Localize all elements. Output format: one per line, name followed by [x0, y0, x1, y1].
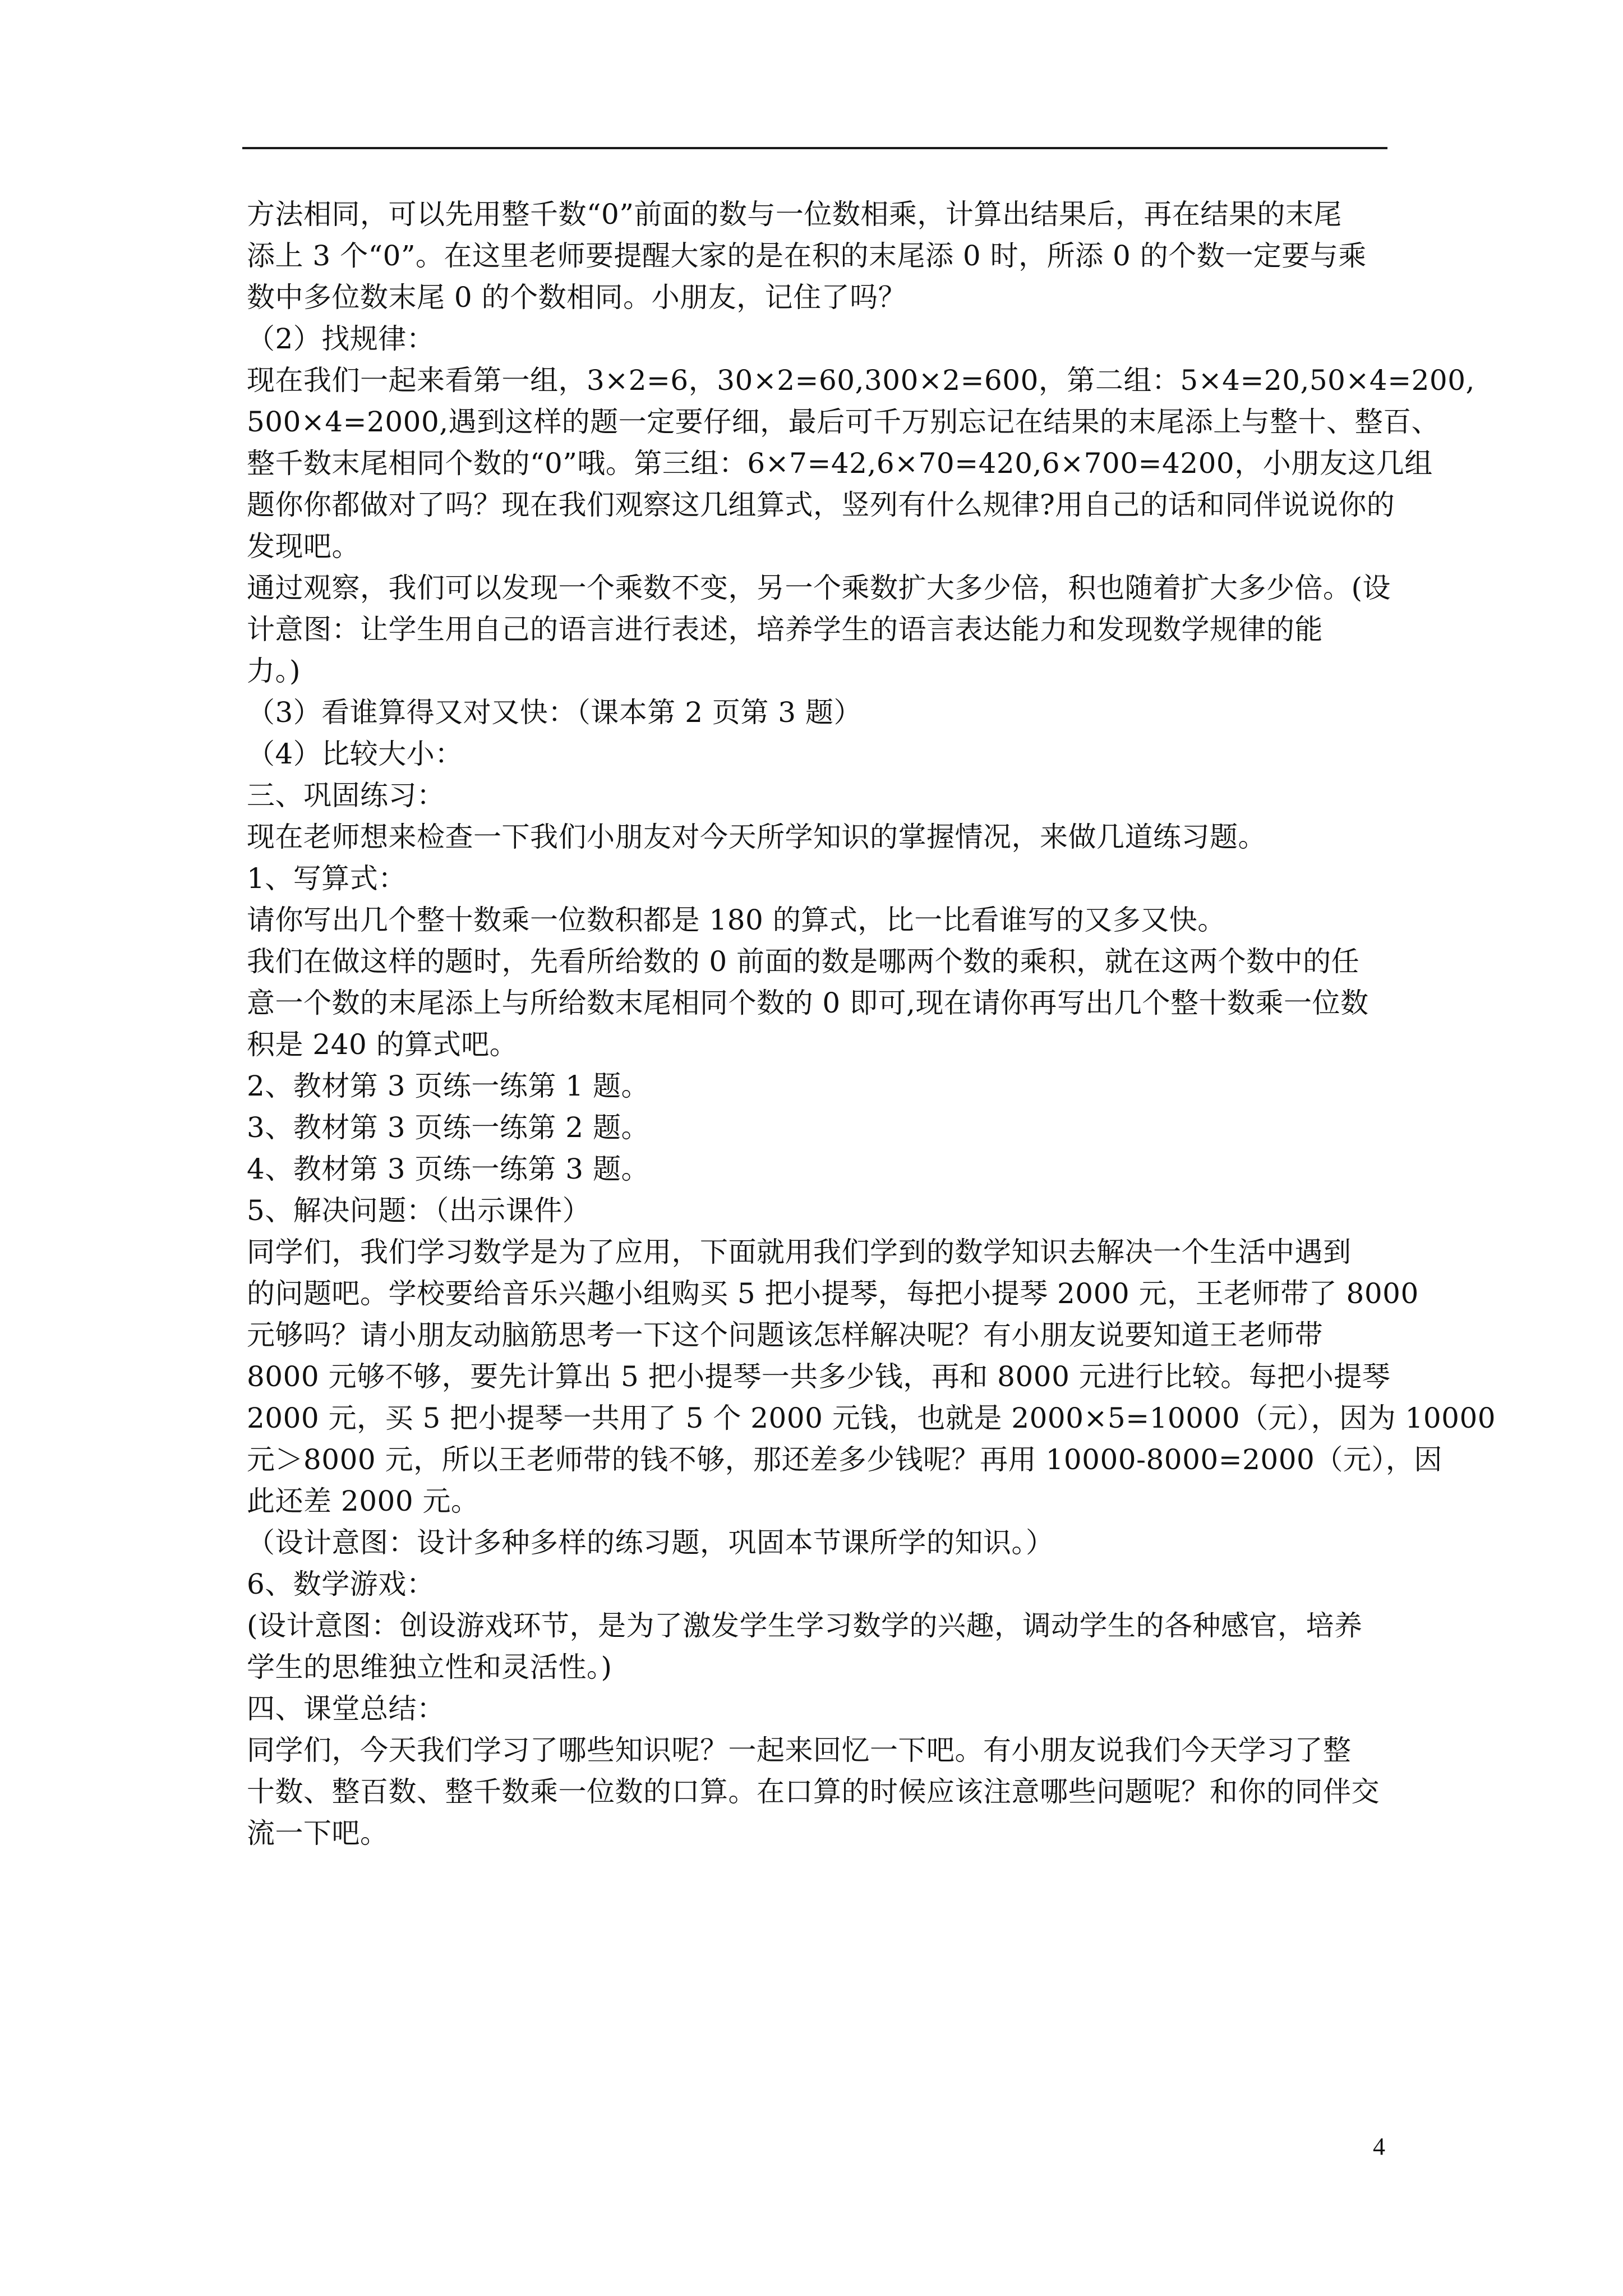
section-heading: （2）找规律： — [247, 323, 435, 355]
paragraph-line: 通过观察，我们可以发现一个乘数不变，另一个乘数扩大多少倍，积也随着扩大多少倍。(设 — [247, 572, 1391, 604]
paragraph-line: 积是 240 的算式吧。 — [247, 1028, 518, 1061]
header-rule — [242, 147, 1387, 149]
paragraph-line: 的问题吧。学校要给音乐兴趣小组购买 5 把小提琴，每把小提琴 2000 元，王老师带了 8000 — [247, 1277, 1419, 1310]
list-item: 4、教材第 3 页练一练第 3 题。 — [247, 1153, 650, 1185]
list-item: 3、教材第 3 页练一练第 2 题。 — [247, 1111, 650, 1144]
paragraph-line: 元＞8000 元，所以王老师带的钱不够，那还差多少钱呢？再用 10000-8000=2000（元），因 — [247, 1443, 1442, 1476]
paragraph-line: 流一下吧。 — [247, 1817, 389, 1849]
paragraph-line: 请你写出几个整十数乘一位数积都是 180 的算式，比一比看谁写的又多又快。 — [247, 904, 1226, 936]
paragraph-line: 500×4=2000,遇到这样的题一定要仔细，最后可千万别忘记在结果的末尾添上与整十、整百、 — [247, 406, 1440, 438]
paragraph-line: 十数、整百数、整千数乘一位数的口算。在口算的时候应该注意哪些问题呢？和你的同伴交 — [247, 1775, 1380, 1808]
page-number: 4 — [1373, 2133, 1385, 2160]
paragraph-line: 学生的思维独立性和灵活性。) — [247, 1651, 612, 1683]
section-heading: （4）比较大小： — [247, 738, 463, 770]
section-heading: 三、巩固练习： — [247, 779, 445, 812]
section-heading: 6、数学游戏： — [247, 1568, 435, 1600]
paragraph-line: 现在我们一起来看第一组，3×2=6，30×2=60,300×2=600，第二组：5×4=20,50×4=200, — [247, 364, 1475, 397]
paragraph-line: 意一个数的末尾添上与所给数末尾相同个数的 0 即可,现在请你再写出几个整十数乘一位数 — [247, 987, 1369, 1019]
paragraph-line: 此还差 2000 元。 — [247, 1485, 479, 1517]
paragraph-line: 整千数末尾相同个数的“0”哦。第三组：6×7=42,6×70=420,6×700=4200，小朋友这几组 — [247, 447, 1433, 480]
paragraph-line: 力。) — [247, 655, 301, 687]
paragraph-line: 题你你都做对了吗？现在我们观察这几组算式，竖列有什么规律?用自己的话和同伴说说你的 — [247, 489, 1395, 521]
paragraph-line: 数中多位数末尾 0 的个数相同。小朋友，记住了吗？ — [247, 281, 907, 314]
paragraph-line: 现在老师想来检查一下我们小朋友对今天所学知识的掌握情况，来做几道练习题。 — [247, 821, 1266, 853]
paragraph-line: 同学们，今天我们学习了哪些知识呢？一起来回忆一下吧。有小朋友说我们今天学习了整 — [247, 1734, 1352, 1766]
paragraph-line: 方法相同，可以先用整千数“0”前面的数与一位数相乘，计算出结果后，再在结果的末尾 — [247, 198, 1342, 231]
section-heading: 5、解决问题：（出示课件） — [247, 1194, 591, 1227]
section-heading: 四、课堂总结： — [247, 1692, 445, 1725]
document-body — [247, 194, 1496, 1854]
paragraph-line: 发现吧。 — [247, 530, 360, 563]
paragraph-line: 计意图：让学生用自己的语言进行表述，培养学生的语言表达能力和发现数学规律的能 — [247, 613, 1323, 646]
paragraph-line: 添上 3 个“0”。在这里老师要提醒大家的是在积的末尾添 0 时，所添 0 的个数一定要与乘 — [247, 240, 1367, 272]
paragraph-line: 我们在做这样的题时，先看所给数的 0 前面的数是哪两个数的乘积，就在这两个数中的任 — [247, 945, 1360, 978]
paragraph-line: 元够吗？请小朋友动脑筋思考一下这个问题该怎样解决呢？有小朋友说要知道王老师带 — [247, 1319, 1323, 1351]
paragraph-line: 同学们，我们学习数学是为了应用，下面就用我们学到的数学知识去解决一个生活中遇到 — [247, 1236, 1352, 1268]
paragraph-line: （设计意图：设计多种多样的练习题，巩固本节课所学的知识。） — [247, 1526, 1054, 1559]
section-heading: 1、写算式： — [247, 862, 407, 895]
paragraph-line: 8000 元够不够，要先计算出 5 把小提琴一共多少钱，再和 8000 元进行比较。每把小提琴 — [247, 1360, 1391, 1393]
list-item: 2、教材第 3 页练一练第 1 题。 — [247, 1070, 650, 1102]
section-heading: （3）看谁算得又对又快：（课本第 2 页第 3 题） — [247, 696, 863, 729]
paragraph-line: (设计意图：创设游戏环节，是为了激发学生学习数学的兴趣，调动学生的各种感官，培养 — [247, 1609, 1363, 1642]
paragraph-line: 2000 元，买 5 把小提琴一共用了 5 个 2000 元钱，也就是 2000×5=10000（元），因为 10000 — [247, 1402, 1496, 1434]
